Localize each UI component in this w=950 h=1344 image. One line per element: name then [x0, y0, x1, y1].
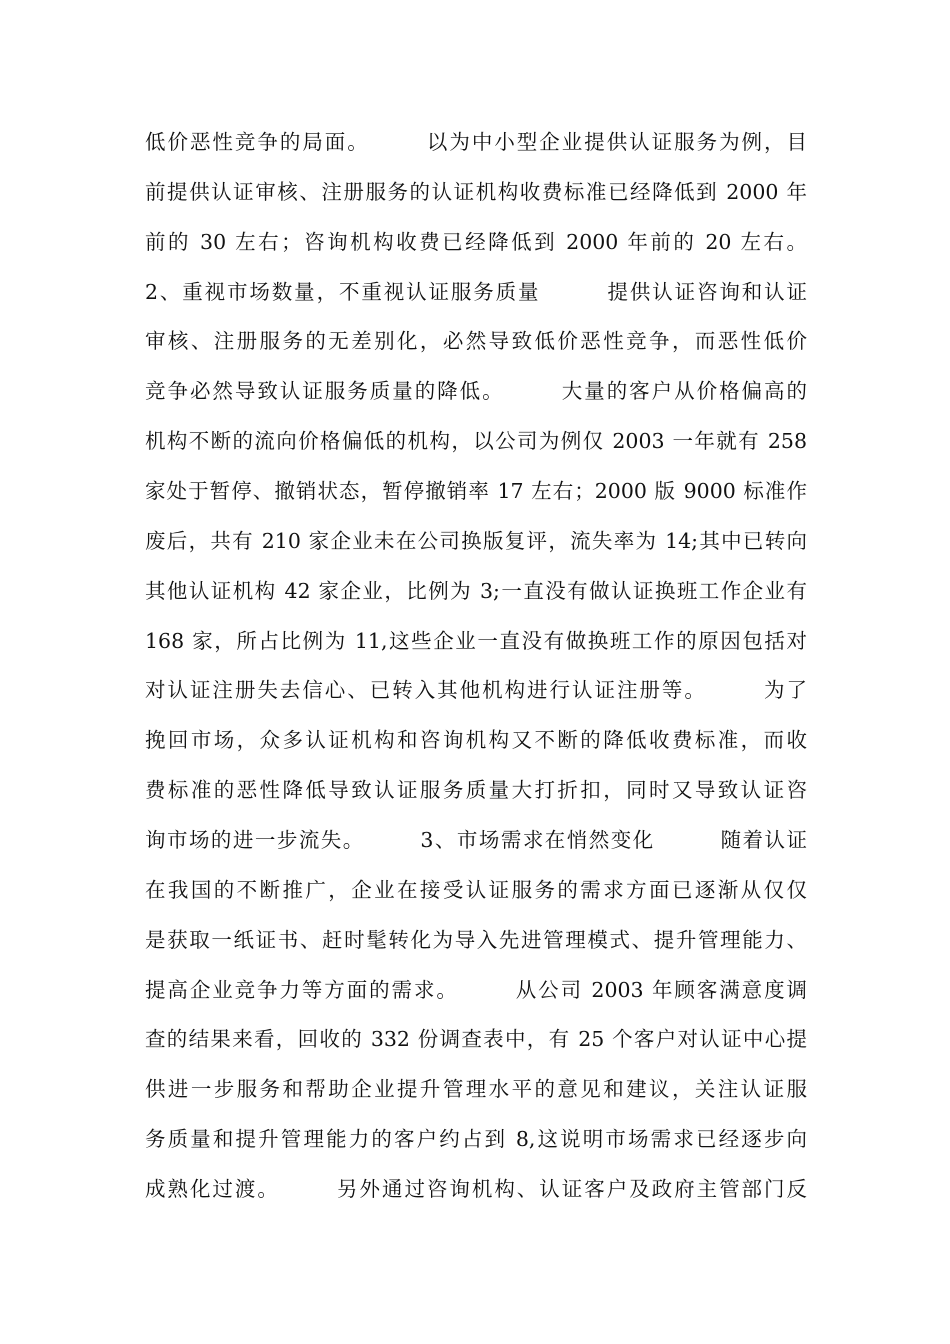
line-text: 对认证注册失去信心、已转入其他机构进行认证注册等。 为了: [145, 678, 807, 703]
text-line: [145, 666, 807, 716]
line-text: 低价恶性竞争的局面。 以为中小型企业提供认证服务为例，目: [145, 130, 807, 154]
text-line: [145, 218, 807, 268]
document-body: [145, 118, 807, 1215]
line-text: 竞争必然导致认证服务质量的降低。 大量的客户从价格偏高的: [145, 379, 807, 404]
line-text: 务质量和提升管理能力的客户约占到 8,这说明市场需求已经逐步向: [145, 1127, 807, 1152]
text-line: [145, 517, 807, 567]
text-line: [145, 567, 807, 617]
text-line: [145, 417, 807, 467]
line-text: 提高企业竞争力等方面的需求。 从公司 2003 年顾客满意度调: [145, 977, 807, 1002]
line-text: 费标准的恶性降低导致认证服务质量大打折扣，同时又导致认证咨: [145, 778, 807, 803]
text-line: [145, 816, 807, 866]
line-text: 前的 30 左右；咨询机构收费已经降低到 2000 年前的 20 左右。: [145, 229, 807, 254]
line-text: 废后，共有 210 家企业未在公司换版复评，流失率为 14;其中已转向: [145, 528, 807, 553]
text-line: [145, 866, 807, 916]
text-line: [145, 1015, 807, 1065]
text-line: [145, 766, 807, 816]
text-line: [145, 1165, 807, 1215]
line-text: 查的结果来看，回收的 332 份调查表中，有 25 个客户对认证中心提: [145, 1027, 807, 1052]
line-text: 询市场的进一步流失。 3、市场需求在悄然变化 随着认证: [145, 828, 807, 853]
text-line: [145, 317, 807, 367]
line-text: 168 家，所占比例为 11,这些企业一直没有做换班工作的原因包括对: [145, 628, 807, 653]
text-line: [145, 118, 807, 168]
text-line: [145, 716, 807, 766]
text-line: [145, 467, 807, 517]
text-line: [145, 1065, 807, 1115]
line-text: 2、重视市场数量，不重视认证服务质量 提供认证咨询和认证: [145, 279, 807, 304]
line-text: 前提供认证审核、注册服务的认证机构收费标准已经降低到 2000 年: [145, 179, 807, 204]
line-text: 审核、注册服务的无差别化，必然导致低价恶性竞争，而恶性低价: [145, 329, 807, 354]
text-line: [145, 617, 807, 667]
text-line: [145, 916, 807, 966]
line-text: 成熟化过渡。 另外通过咨询机构、认证客户及政府主管部门反: [145, 1177, 807, 1202]
text-line: [145, 1115, 807, 1165]
text-line: [145, 168, 807, 218]
line-text: 供进一步服务和帮助企业提升管理水平的意见和建议，关注认证服: [145, 1077, 807, 1102]
line-text: 机构不断的流向价格偏低的机构，以公司为例仅 2003 一年就有 258: [145, 429, 807, 454]
line-text: 在我国的不断推广，企业在接受认证服务的需求方面已逐渐从仅仅: [145, 877, 807, 902]
line-text: 挽回市场，众多认证机构和咨询机构又不断的降低收费标准，而收: [145, 728, 807, 753]
text-line: [145, 268, 807, 318]
text-line: [145, 367, 807, 417]
line-text: 是获取一纸证书、赶时髦转化为导入先进管理模式、提升管理能力、: [145, 927, 807, 952]
line-text: 家处于暂停、撤销状态，暂停撤销率 17 左右；2000 版 9000 标准作: [145, 479, 807, 504]
text-line: [145, 966, 807, 1016]
line-text: 其他认证机构 42 家企业，比例为 3;一直没有做认证换班工作企业有: [145, 578, 807, 603]
